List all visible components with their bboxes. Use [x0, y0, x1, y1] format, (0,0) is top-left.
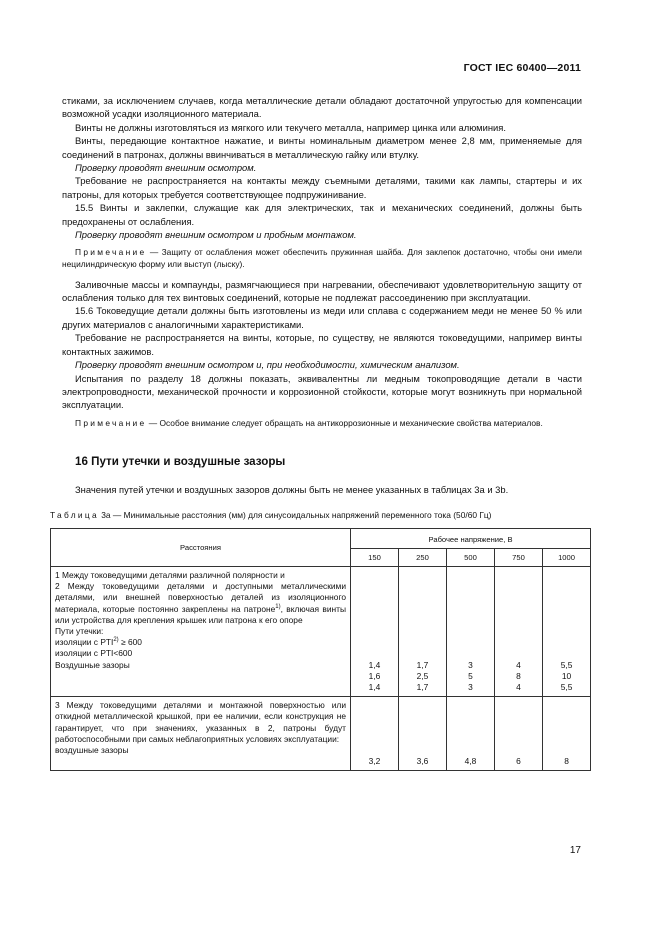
- table-row: [51, 697, 591, 771]
- row1-line: Воздушные зазоры: [55, 659, 130, 670]
- note-label: Примечание: [75, 417, 147, 428]
- paragraph-check: Проверку проводят внешним осмотром и, при необходимости, химическим анализом.: [75, 359, 460, 371]
- clause-15-6: 15.6 Токоведущие детали должны быть изготовлены из меди или сплава с содержанием меди не менее 50 % или других материалов с аналогичными характеристиками.: [62, 305, 582, 330]
- values-250: 3,6: [399, 697, 447, 771]
- paragraph-check: Проверку проводят внешним осмотром.: [75, 162, 257, 174]
- row2-description: [51, 697, 351, 771]
- values-150: 1,4 1,6 1,4: [351, 566, 399, 696]
- note-text: — Особое внимание следует обращать на антикоррозионные и механические свойства материалов.: [146, 417, 543, 428]
- voltage-500: 500: [447, 548, 495, 566]
- paragraph: Заливочные массы и компаунды, размягчающиеся при нагревании, обеспечивают удовлетворительную защиту от ослабления только для тех винтовых соединений, которые не подлежат рассоединению при эксплуатации.: [62, 278, 582, 304]
- values-750: 4 8 4: [495, 566, 543, 696]
- paragraph: Винты, передающие контактное нажатие, и винты номинальным диаметром менее 2,8 мм, применяемые для соединений в патронах, должны ввинчиваться в металлическую гайку или втулку.: [62, 135, 582, 160]
- row1-line: изоляции с $PTI^{2)} \ge 600$: [55, 637, 142, 648]
- table-row: [51, 566, 591, 696]
- note-label: Примечание: [75, 247, 147, 258]
- clause-15-5: 15.5 Винты и заклепки, служащие как для электрических, так и механических соединений, должны быть предохранены от ослабления.: [62, 202, 582, 227]
- row1-line: Пути утечки:: [55, 625, 104, 636]
- page-number: 17: [569, 845, 581, 856]
- table-caption-text: 3а — Минимальные расстояния (мм) для синусоидальных напряжений переменного тока (50/60 Гц): [98, 510, 492, 521]
- footnote-1: 1): [275, 603, 281, 610]
- table-3a: [50, 528, 591, 772]
- row1-line: изоляции с PTI<600: [55, 648, 133, 659]
- section-intro: Значения путей утечки и воздушных зазоров должны быть не менее указанных в таблицах 3а и 3b.: [75, 483, 509, 495]
- document-header: ГОСТ IEC 60400—2011: [463, 62, 581, 74]
- values-500: 3 5 3: [447, 566, 495, 696]
- paragraph: Требование не распространяется на контакты между съемными деталями, такими как лампы, стартеры и их патроны, для которых требуется соответствующее подпружинивание.: [62, 175, 582, 200]
- paragraph: стиками, за исключением случаев, когда металлические детали обладают достаточной упругостью для компенсации возможной усадки изоляционного материала.: [62, 95, 582, 120]
- table-caption: [50, 509, 582, 522]
- paragraph-check: Проверку проводят внешним осмотром и пробным монтажом.: [75, 229, 357, 241]
- document-body: [50, 94, 582, 771]
- values-750: 6: [495, 697, 543, 771]
- voltage-750: 750: [495, 548, 543, 566]
- note-1: [62, 247, 582, 270]
- row2-label: воздушные зазоры: [55, 744, 129, 755]
- row1-line: 1 Между токоведущими деталями различной полярности и: [55, 569, 285, 580]
- paragraph: Испытания по разделу 18 должны показать, эквивалентны ли медным токопроводящие детали в части электропроводности, механической прочности и коррозионной стойкости, которые могут возникнуть при нормальной эксплуатации.: [62, 372, 582, 411]
- table-caption-label: Таблица: [50, 510, 99, 521]
- row1-description: [51, 566, 351, 696]
- voltage-150: 150: [351, 548, 399, 566]
- values-250: 1,7 2,5 1,7: [399, 566, 447, 696]
- values-1000: 8: [543, 697, 591, 771]
- values-150: 3,2: [351, 697, 399, 771]
- row2-text: 3 Между токоведущими деталями и монтажной поверхностью или откидной металлической крышкой, при ее наличии, если конструкция не гарантирует, что при значениях, указанных в 2, патроны будут работоспособными при самых неблагоприятных условиях эксплуатации:: [55, 700, 346, 744]
- values-1000: 5,5 10 5,5: [543, 566, 591, 696]
- values-500: 4,8: [447, 697, 495, 771]
- row1-line2: 2 Между токоведущими деталями и доступными металлическими деталями, или внешней поверхностью деталей из изоляционного материала, которые постоянно закреплены на патроне$^{1)}$, включая винты или устройства для крепления крышек или патрона к его опоре: [55, 581, 346, 625]
- column-header-voltage: Рабочее напряжение, В: [351, 528, 591, 548]
- paragraph: Винты не должны изготовляться из мягкого или текучего металла, например цинка или алюминия.: [75, 121, 506, 133]
- column-header-distances: Расстояния: [51, 528, 351, 566]
- note-text: — Защиту от ослабления может обеспечить пружинная шайба. Для заклепок достаточно, чтобы они имели нецилиндрическую форму или выступ (лыску).: [62, 247, 582, 270]
- section-heading: 16 Пути утечки и воздушные зазоры: [75, 455, 286, 469]
- voltage-250: 250: [399, 548, 447, 566]
- voltage-1000: 1000: [543, 548, 591, 566]
- footnote-2: 2): [113, 637, 119, 644]
- note-2: [62, 418, 582, 430]
- paragraph: Требование не распространяется на винты, которые, по существу, не являются токоведущими, например винты контактных зажимов.: [62, 332, 582, 357]
